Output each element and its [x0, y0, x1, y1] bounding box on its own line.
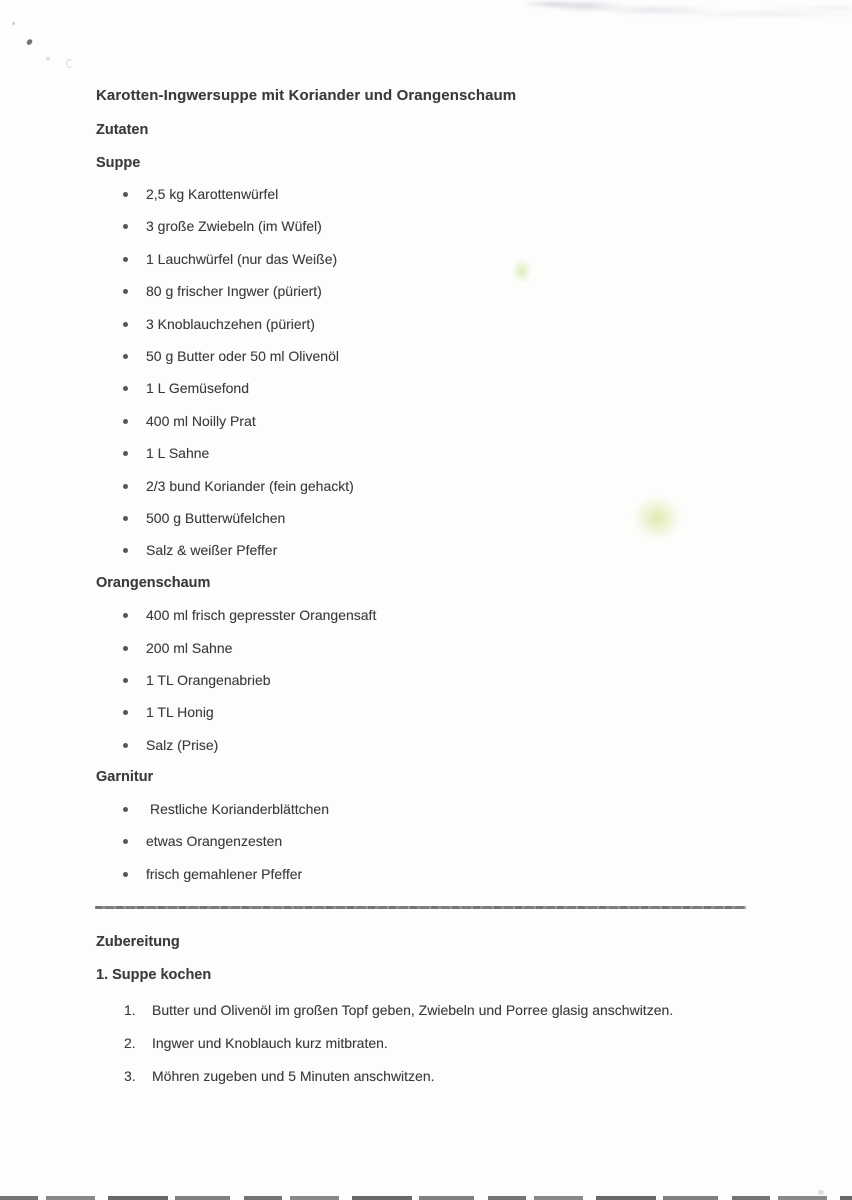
- bullet-icon: [123, 872, 128, 877]
- ingredient-item: [96, 672, 776, 688]
- section-heading-orangenschaum: Orangenschaum: [96, 575, 211, 592]
- ingredient-item: [96, 704, 776, 720]
- ingredient-item: [96, 348, 776, 364]
- bullet-icon: [123, 386, 128, 391]
- ingredient-text: 2/3 bund Koriander (fein gehackt): [146, 477, 354, 494]
- ingredient-item: [96, 833, 776, 849]
- preparation-step-list: [96, 1002, 776, 1084]
- bullet-icon: [123, 678, 128, 683]
- ingredient-item: [96, 218, 776, 234]
- step-number: 1.: [124, 1001, 136, 1018]
- bullet-icon: [123, 743, 128, 748]
- ingredient-item: [96, 542, 776, 558]
- bullet-icon: [123, 516, 128, 521]
- ingredient-item: [96, 640, 776, 656]
- step-number: 2.: [124, 1034, 136, 1051]
- ingredient-text: 1 Lauchwürfel (nur das Weiße): [146, 250, 338, 267]
- bullet-icon: [123, 419, 128, 424]
- ingredient-text: 80 g frischer Ingwer (püriert): [146, 283, 322, 300]
- preparation-step: [96, 1035, 776, 1051]
- bullet-icon: [123, 807, 128, 812]
- preparation-step: [96, 1068, 776, 1084]
- ingredient-text: etwas Orangenzesten: [146, 833, 283, 850]
- ingredient-text: 1 TL Orangenabrieb: [146, 672, 271, 689]
- ingredient-text: 1 TL Honig: [146, 704, 214, 721]
- ingredient-text: Salz & weißer Pfeffer: [146, 542, 278, 559]
- bullet-icon: [123, 548, 128, 553]
- step-text: Butter und Olivenöl im großen Topf geben, Zwiebeln und Porree glasig anschwitzen.: [152, 1001, 674, 1018]
- ingredient-item: [96, 186, 776, 202]
- recipe-title: Karotten-Ingwersuppe mit Koriander und Orangenschaum: [96, 87, 517, 104]
- ingredient-item: [96, 737, 776, 753]
- preparation-heading: Zubereitung: [96, 933, 180, 950]
- ingredient-text: Salz (Prise): [146, 736, 219, 753]
- ingredient-item: [96, 510, 776, 526]
- ingredient-item: [96, 445, 776, 461]
- ingredient-text: 3 Knoblauchzehen (püriert): [146, 315, 315, 332]
- bullet-icon: [123, 484, 128, 489]
- ingredient-text: 1 L Sahne: [146, 445, 210, 462]
- bullet-icon: [123, 646, 128, 651]
- bullet-icon: [123, 839, 128, 844]
- recipe-document: [96, 88, 776, 1084]
- orangenschaum-ingredient-list: [96, 607, 776, 753]
- ingredient-item: [96, 380, 776, 396]
- ingredient-text: 200 ml Sahne: [146, 639, 233, 656]
- garnitur-ingredient-list: [96, 801, 776, 882]
- step-text: Ingwer und Knoblauch kurz mitbraten.: [152, 1034, 388, 1051]
- section-heading-garnitur: Garnitur: [96, 768, 154, 785]
- ingredient-text: 50 g Butter oder 50 ml Olivenöl: [146, 347, 339, 364]
- ingredient-text: 2,5 kg Karottenwürfel: [146, 186, 279, 202]
- step-text: Möhren zugeben und 5 Minuten anschwitzen.: [152, 1067, 435, 1084]
- ingredient-item: [96, 316, 776, 332]
- ingredient-text: 400 ml Noilly Prat: [146, 412, 256, 429]
- section-heading-suppe: Suppe: [96, 155, 141, 171]
- bullet-icon: [123, 613, 128, 618]
- ingredients-heading: Zutaten: [96, 122, 149, 138]
- ingredient-text: 400 ml frisch gepresster Orangensaft: [146, 607, 377, 624]
- bullet-icon: [123, 451, 128, 456]
- step-number: 3.: [124, 1067, 136, 1084]
- step-section-heading: 1. Suppe kochen: [96, 966, 212, 983]
- bullet-icon: [123, 192, 128, 197]
- suppe-ingredient-list: [96, 186, 776, 558]
- ingredient-text: 3 große Zwiebeln (im Wüfel): [146, 218, 322, 235]
- ingredient-item: [96, 478, 776, 494]
- preparation-step: [96, 1002, 776, 1018]
- ingredient-item: [96, 283, 776, 299]
- ingredient-item: [96, 866, 776, 882]
- bullet-icon: [123, 710, 128, 715]
- ingredient-item: [96, 413, 776, 429]
- bullet-icon: [123, 354, 128, 359]
- ingredient-item: [96, 801, 776, 817]
- ingredient-text: 500 g Butterwüfelchen: [146, 509, 286, 526]
- bullet-icon: [123, 322, 128, 327]
- ingredient-text: frisch gemahlener Pfeffer: [146, 865, 303, 882]
- bullet-icon: [123, 257, 128, 262]
- ingredient-item: [96, 251, 776, 267]
- ingredient-text: Restliche Korianderblättchen: [150, 800, 329, 817]
- bullet-icon: [123, 224, 128, 229]
- ingredient-item: [96, 607, 776, 623]
- bullet-icon: [123, 289, 128, 294]
- ingredient-text: 1 L Gemüsefond: [146, 380, 249, 397]
